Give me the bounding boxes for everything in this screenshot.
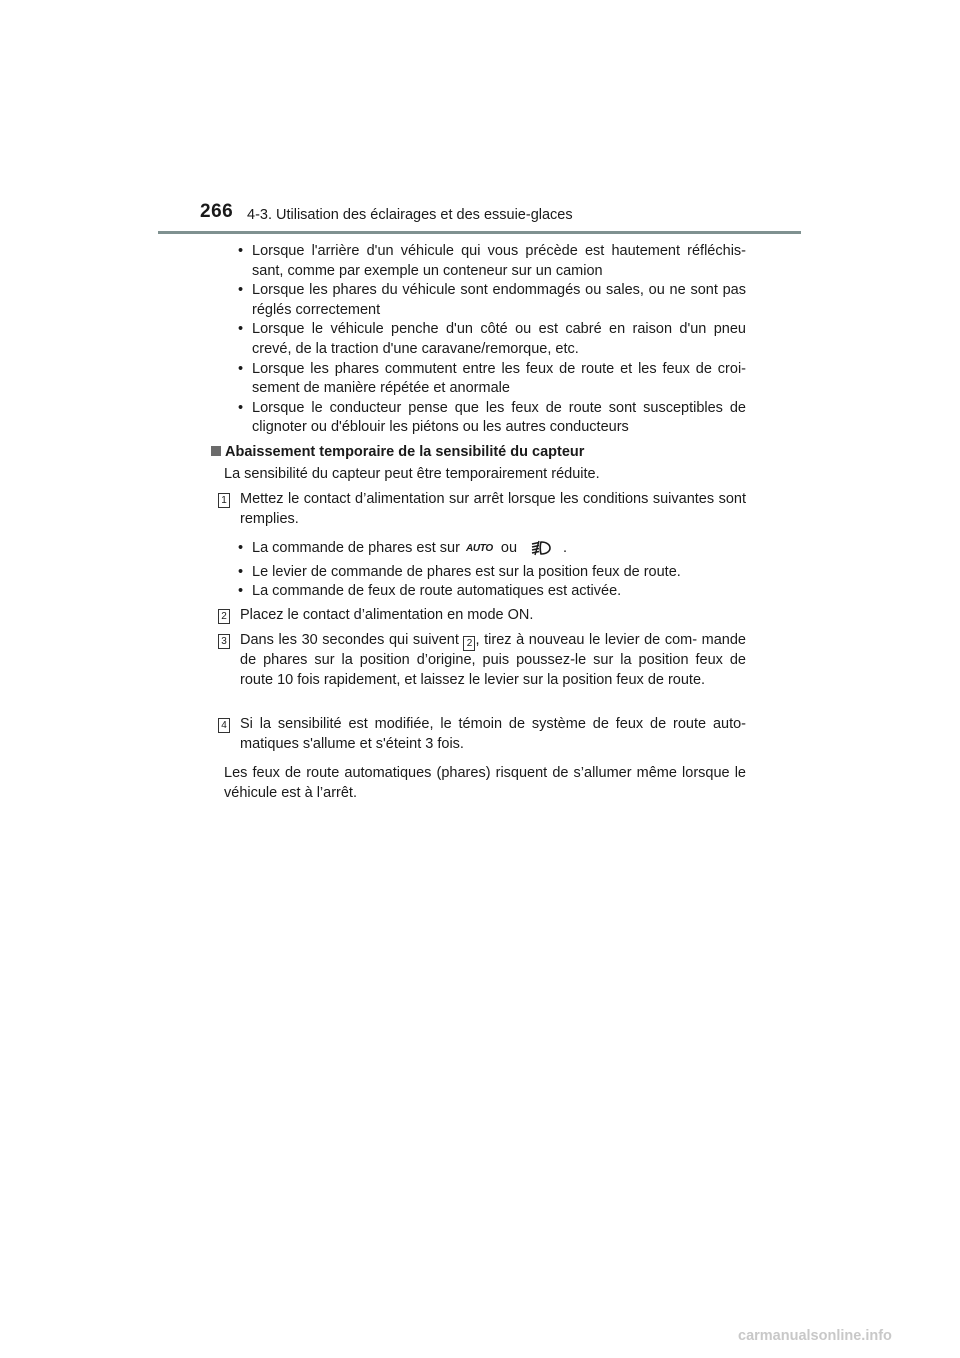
step-1-text: Mettez le contact d’alimentation sur arrêt lorsque les conditions suivantes sont remplies. [240, 491, 746, 527]
watermark: carmanualsonline.info [738, 1328, 892, 1344]
step-3-text-post: , tirez à nouveau le levier de com- mande de phares sur la position d’origine, puis poussez-le sur la position feux de route 10 fois rapidement, et laissez le levier sur la position feux de route. [240, 632, 746, 688]
list-item-text: Le levier de commande de phares est sur la position feux de route. [252, 563, 681, 580]
headlight-beam-icon [529, 540, 553, 563]
list-item: • Lorsque l'arrière d'un véhicule qui vous précède est hautement réfléchis- sant, comme par exemple un conteneur sur un camion [238, 243, 746, 279]
section-heading-text: Abaissement temporaire de la sensibilité du capteur [225, 444, 585, 460]
step-3-text [240, 631, 746, 690]
step-number-2: 2 [218, 609, 230, 624]
conditions-list [238, 242, 746, 438]
step-reference-2: 2 [463, 636, 475, 651]
list-item-text: Lorsque le conducteur pense que les feux de route sont susceptibles de clignoter ou d'éblouir les piétons ou les autres conducteurs [252, 399, 746, 436]
list-item-text: Lorsque l'arrière d'un véhicule qui vous précède est hautement réfléchis- sant, comme par exemple un conteneur sur un camion [252, 243, 746, 279]
step-number-4: 4 [218, 718, 230, 733]
step-3-text-pre: Dans les 30 secondes qui suivent [240, 632, 459, 648]
list-item: • Lorsque les phares commutent entre les feux de route et les feux de croi- sement de manière répétée et anormale [238, 360, 746, 397]
list-item-text: La commande de feux de route automatiques est activée. [252, 583, 622, 600]
list-item-text: Lorsque le véhicule penche d'un côté ou est cabré en raison d'un pneu crevé, de la traction d'une caravane/remorque, etc. [252, 321, 746, 357]
list-item-text: Lorsque les phares du véhicule sont endommagés ou sales, ou ne sont pas réglés correctement [252, 282, 746, 318]
step-2-text: Placez le contact d’alimentation en mode ON. [240, 607, 534, 623]
header-rule [158, 231, 801, 234]
step-4-text: Si la sensibilité est modifiée, le témoin de système de feux de route auto- matiques s'allume et s'éteint 3 fois. [240, 716, 746, 752]
page-number: 266 [200, 201, 234, 222]
section-heading [211, 443, 584, 463]
list-item: • Lorsque le véhicule penche d'un côté ou est cabré en raison d'un pneu crevé, de la traction d'une caravane/remorque, etc. [238, 321, 746, 357]
auto-mode-icon: AUTO [465, 543, 493, 554]
step-number-3: 3 [218, 634, 230, 649]
list-item: • Lorsque le conducteur pense que les feux de route sont susceptibles de clignoter ou d'éblouir les piétons ou les autres conducteurs [238, 399, 746, 436]
footer-note: Les feux de route automatiques (phares) risquent de s’allumer même lorsque le véhicule est à l’arrêt. [224, 765, 746, 801]
list-item: • La commande de feux de route automatiques est activée. [238, 583, 622, 600]
section-title: 4-3. Utilisation des éclairages et des essuie-glaces [247, 207, 573, 223]
intro-text: La sensibilité du capteur peut être temporairement réduite. [224, 466, 600, 482]
square-bullet-icon [211, 446, 221, 456]
list-item-text: La commande de phares est sur [252, 540, 460, 556]
list-item-text: Lorsque les phares commutent entre les feux de route et les feux de croi- sement de manière répétée et anormale [252, 360, 746, 397]
list-item: • Le levier de commande de phares est sur la position feux de route. [238, 563, 681, 580]
list-item: • La commande de phares est sur AUTO ou . [238, 539, 746, 563]
step-number-1: 1 [218, 493, 230, 508]
list-item-text: . [563, 540, 568, 556]
step-1-conditions [238, 539, 746, 602]
list-item: • Lorsque les phares du véhicule sont endommagés ou sales, ou ne sont pas réglés correctement [238, 282, 746, 318]
list-item-text: ou [500, 540, 518, 556]
